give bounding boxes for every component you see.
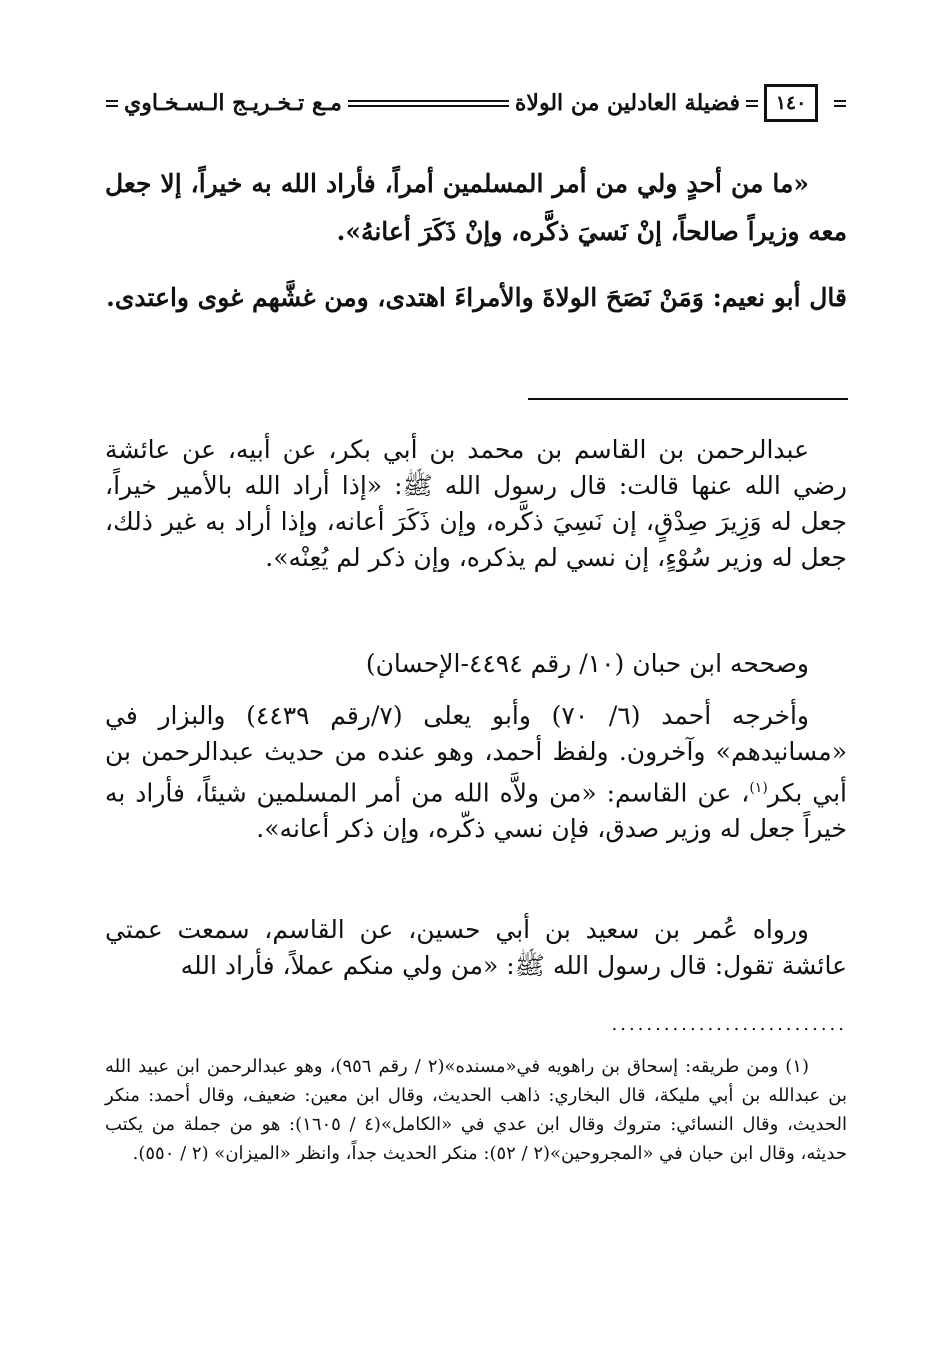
- hadith-text: «ما من أحدٍ ولي من أمر المسلمين أمراً، فأراد الله به خيراً، إلا جعل معه وزيراً صالحاً، إنْ نَسيَ ذكَّره، وإنْ ذَكَرَ أعانهُ».: [105, 169, 847, 246]
- header-subtitle: مـع تـخـريـج الـسـخـاوي: [124, 90, 342, 116]
- header-rule-middle: [348, 100, 509, 107]
- header-rule-left: [106, 100, 118, 107]
- takhrij-p3-text-b: ، عن القاسم: «من ولاَّه الله من أمر المسلمين شيئاً، فأراد به خيراً جعل له وزير صدق، فإن نسي ذكّره، وإن ذكر أعانه».: [105, 778, 847, 844]
- takhrij-paragraph-4: ورواه عُمر بن سعيد بن أبي حسين، عن القاسم، سمعت عمتي عائشة تقول: قال رسول الله ﷺ: «من ولي منكم عملاً، فأراد الله: [105, 915, 847, 980]
- takhrij-paragraph-1: عبدالرحمن بن القاسم بن محمد بن أبي بكر، عن أبيه، عن عائشة رضي الله عنها قالت: قال رسول الله ﷺ: «إذا أراد الله بالأمير خيراً، جعل له وَزِيرَ صِدْقٍ، إن نَسِيَ ذكَّره، وإن ذَكَرَ أعانه، وإذا أراد به غير ذلك، جعل له وزير سُوْءٍ، إن نسي لم يذكره، وإن ذكر لم يُعِنْه».: [105, 435, 847, 572]
- header-rule-after-number: [746, 100, 758, 107]
- footnote-separator-dots: ...........................: [611, 1014, 847, 1034]
- header-title: فضيلة العادلين من الولاة: [514, 90, 740, 116]
- takhrij-paragraph-3: [105, 698, 847, 847]
- page-number: ١٤٠: [764, 84, 818, 122]
- footnote-1: (١) ومن طريقه: إسحاق بن راهويه في«مسنده»(٢ / رقم ٩٥٦)، وهو عبدالرحمن ابن عبيد الله بن عبدالله بن أبي مليكة، قال البخاري: ذاهب الحديث، وقال ابن معين: ضعيف، وقال أحمد: منكر الحديث، وقال النسائي: متروك وقال ابن عدي في «الكامل»(٤ / ١٦٠٥): هو من جملة من يكتب حديثه، وقال ابن حبان في «المجروحين»(٢ / ٥٢): منكر الحديث جداً، وانظر «الميزان» (٢ / ٥٥٠).: [105, 1056, 848, 1164]
- main-text-separator: [528, 398, 848, 400]
- header-rule-right: [834, 100, 846, 107]
- takhrij-p3-text-a: وأخرجه أحمد (٦/ ٧٠) وأبو يعلى (٧/رقم ٤٤٣٩) والبزار في «مسانيدهم» وآخرون. ولفظ أحمد، وهو عنده من حديث عبدالرحمن بن أبي بكر: [105, 701, 847, 808]
- takhrij-paragraph-2: وصححه ابن حبان (١٠/ رقم ٤٤٩٤-الإحسان): [365, 649, 809, 678]
- running-header: [100, 78, 852, 128]
- footnote-marker: (١): [749, 780, 768, 796]
- abu-nuaym-comment: قال أبو نعيم: وَمَنْ نَصَحَ الولاةَ والأمراءَ اهتدى، ومن غشَّهم غوى واعتدى.: [106, 283, 847, 312]
